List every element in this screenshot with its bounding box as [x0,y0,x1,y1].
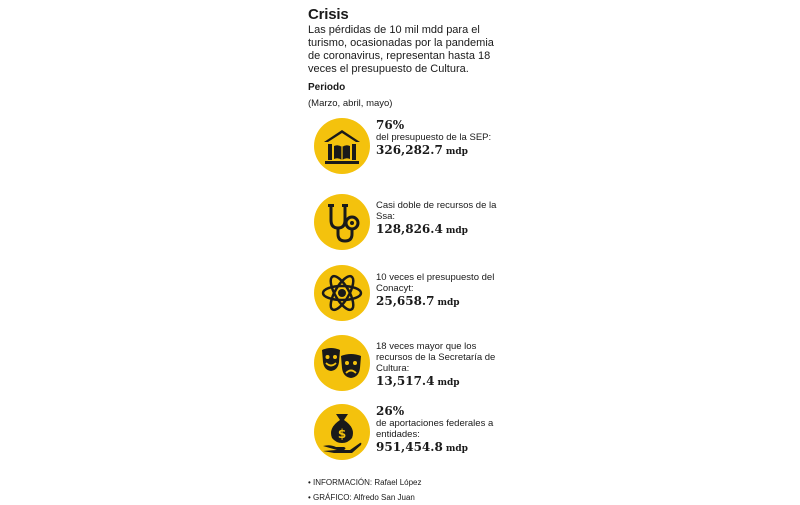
icon-circle [314,265,370,321]
item-unit: mdp [445,147,468,157]
item-unit: mdp [437,298,460,308]
icon-circle [314,194,370,250]
item-unit: mdp [445,444,468,454]
item-value [376,294,511,311]
item-value [376,440,511,457]
school-book-icon [314,118,370,174]
item-value [376,222,511,239]
item-ssa [314,194,509,262]
theater-masks-icon [314,335,370,391]
item-cultura [314,335,509,403]
item-description: 18 veces mayor que los recursos de la Secretaría de Cultura: [376,341,496,374]
stethoscope-icon [314,194,370,250]
item-conacyt [314,265,509,333]
intro-text: Las pérdidas de 10 mil mdd para el turismo, ocasionadas por la pandemia de coronavirus, representan hasta 18 veces el presupuesto de Cultura. [308,24,494,75]
icon-circle [314,335,370,391]
item-description: Casi doble de recursos de la Ssa: [376,200,497,222]
atom-icon [314,265,370,321]
period-value: (Marzo, abril, mayo) [308,98,393,109]
item-amount: 326,282.7 [376,143,443,157]
credit-information: • INFORMACIÓN: Rafael López [308,478,422,487]
item-description: 10 veces el presupuesto del Conacyt: [376,272,495,294]
item-unit: mdp [437,378,460,388]
icon-circle [314,118,370,174]
credit-graphic: • GRÁFICO: Alfredo San Juan [308,493,415,502]
credits [308,475,422,505]
item-description: del presupuesto de la SEP: [376,132,492,143]
icon-circle [314,404,370,460]
item-amount: 128,826.4 [376,222,443,236]
money-bag-hand-icon [314,404,370,460]
item-amount: 951,454.8 [376,440,443,454]
item-value [376,143,511,160]
item-percentage: 26% [376,404,405,418]
item-description: de aportaciones federales a entidades: [376,418,494,440]
item-amount: 25,658.7 [376,294,435,308]
item-percentage: 76% [376,118,405,132]
item-value [376,374,511,391]
item-unit: mdp [445,226,468,236]
svg-text:$: $ [337,427,347,441]
period-label: Periodo [308,82,346,93]
item-sep [314,118,509,186]
item-aportaciones [314,404,509,472]
infographic-title: Crisis [308,6,349,23]
item-amount: 13,517.4 [376,374,435,388]
